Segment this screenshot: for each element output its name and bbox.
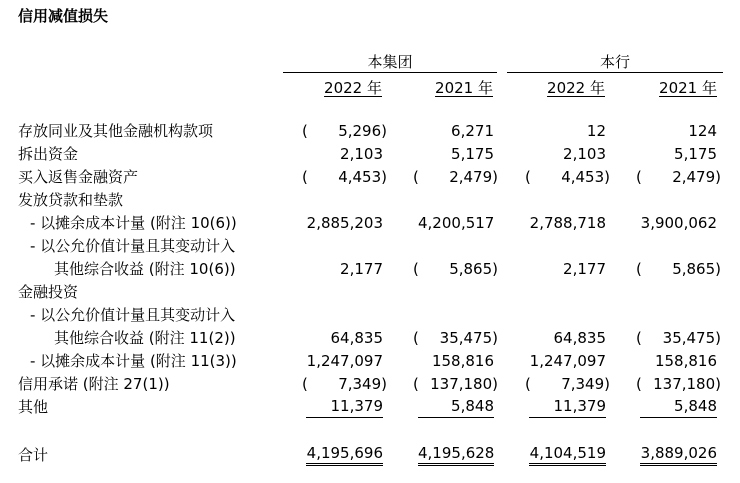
cell-value: 2,177 — [563, 260, 606, 278]
negative-paren: ( — [636, 375, 642, 393]
year-header: 2022 年 — [324, 79, 382, 97]
cell-value: 2,479) — [449, 168, 498, 186]
row-label: 金融投资 — [18, 283, 79, 301]
row-label: 其他综合收益 (附注 10(6)) — [54, 260, 236, 278]
cell-value: 5,175 — [674, 145, 717, 163]
cell-value: 124 — [688, 122, 717, 140]
cell-value: 7,349) — [338, 375, 387, 393]
table-row — [0, 143, 740, 166]
negative-paren: ( — [525, 375, 531, 393]
cell-value: 12 — [586, 122, 606, 140]
table-row — [0, 396, 740, 419]
cell-value: 3,900,062 — [640, 214, 717, 232]
cell-value: 5,848 — [640, 396, 717, 418]
cell-value: 4,453) — [561, 168, 610, 186]
cell-value: 4,453) — [338, 168, 387, 186]
negative-paren: ( — [413, 329, 419, 347]
table-row — [0, 235, 740, 258]
row-label: - 以摊余成本计量 (附注 10(6)) — [30, 214, 237, 232]
cell-value: 158,816 — [654, 352, 717, 370]
cell-value: 1,247,097 — [529, 352, 606, 370]
cell-value: 11,379 — [529, 396, 606, 418]
row-label: - 以公允价值计量且其变动计入 — [30, 237, 236, 255]
row-label: 其他综合收益 (附注 11(2)) — [54, 329, 236, 347]
table-row — [0, 212, 740, 235]
row-label: - 以摊余成本计量 (附注 11(3)) — [30, 352, 237, 370]
table-row — [0, 373, 740, 396]
row-label: - 以公允价值计量且其变动计入 — [30, 306, 236, 324]
row-label: 合计 — [18, 446, 49, 464]
negative-paren: ( — [525, 168, 531, 186]
cell-value: 137,180) — [653, 375, 721, 393]
table-row — [0, 120, 740, 143]
cell-value: 2,177 — [340, 260, 383, 278]
negative-paren: ( — [636, 168, 642, 186]
cell-value: 64,835 — [553, 329, 606, 347]
year-header: 2021 年 — [659, 79, 717, 97]
cell-value: 64,835 — [330, 329, 383, 347]
row-label: 存放同业及其他金融机构款项 — [18, 122, 214, 140]
row-label: 发放贷款和垫款 — [18, 191, 124, 209]
negative-paren: ( — [302, 375, 308, 393]
cell-value: 5,865) — [449, 260, 498, 278]
table-row — [0, 327, 740, 350]
cell-value: 2,885,203 — [306, 214, 383, 232]
row-label: 拆出资金 — [18, 145, 79, 163]
negative-paren: ( — [413, 375, 419, 393]
cell-value: 4,104,519 — [529, 444, 606, 466]
row-label: 买入返售金融资产 — [18, 168, 139, 186]
table-row — [0, 189, 740, 212]
cell-value: 4,200,517 — [418, 214, 495, 232]
cell-value: 2,479) — [672, 168, 721, 186]
table-row — [0, 281, 740, 304]
table-row — [0, 166, 740, 189]
negative-paren: ( — [302, 122, 308, 140]
group-header-bank: 本行 — [507, 52, 723, 73]
cell-value: 6,271 — [451, 122, 494, 140]
cell-value: 4,195,696 — [306, 444, 383, 466]
cell-value: 3,889,026 — [640, 444, 717, 466]
negative-paren: ( — [413, 260, 419, 278]
row-label: 信用承诺 (附注 27(1)) — [18, 375, 170, 393]
cell-value: 5,848 — [418, 396, 494, 418]
cell-value: 1,247,097 — [306, 352, 383, 370]
cell-value: 5,865) — [672, 260, 721, 278]
cell-value: 2,103 — [340, 145, 383, 163]
table-row — [0, 444, 740, 467]
cell-value: 11,379 — [306, 396, 383, 418]
cell-value: 35,475) — [662, 329, 721, 347]
table-row — [0, 350, 740, 373]
cell-value: 2,788,718 — [529, 214, 606, 232]
negative-paren: ( — [636, 329, 642, 347]
cell-value: 137,180) — [430, 375, 498, 393]
negative-paren: ( — [302, 168, 308, 186]
year-header: 2022 年 — [547, 79, 605, 97]
group-header-group: 本集团 — [283, 52, 497, 73]
cell-value: 2,103 — [563, 145, 606, 163]
cell-value: 158,816 — [431, 352, 494, 370]
cell-value: 7,349) — [561, 375, 610, 393]
row-label: 其他 — [18, 398, 49, 416]
year-header: 2021 年 — [435, 79, 493, 97]
cell-value: 4,195,628 — [418, 444, 494, 466]
cell-value: 5,296) — [338, 122, 387, 140]
negative-paren: ( — [636, 260, 642, 278]
negative-paren: ( — [413, 168, 419, 186]
table-row — [0, 258, 740, 281]
table-row — [0, 304, 740, 327]
section-title: 信用减值损失 — [18, 7, 109, 25]
cell-value: 35,475) — [439, 329, 498, 347]
cell-value: 5,175 — [451, 145, 494, 163]
